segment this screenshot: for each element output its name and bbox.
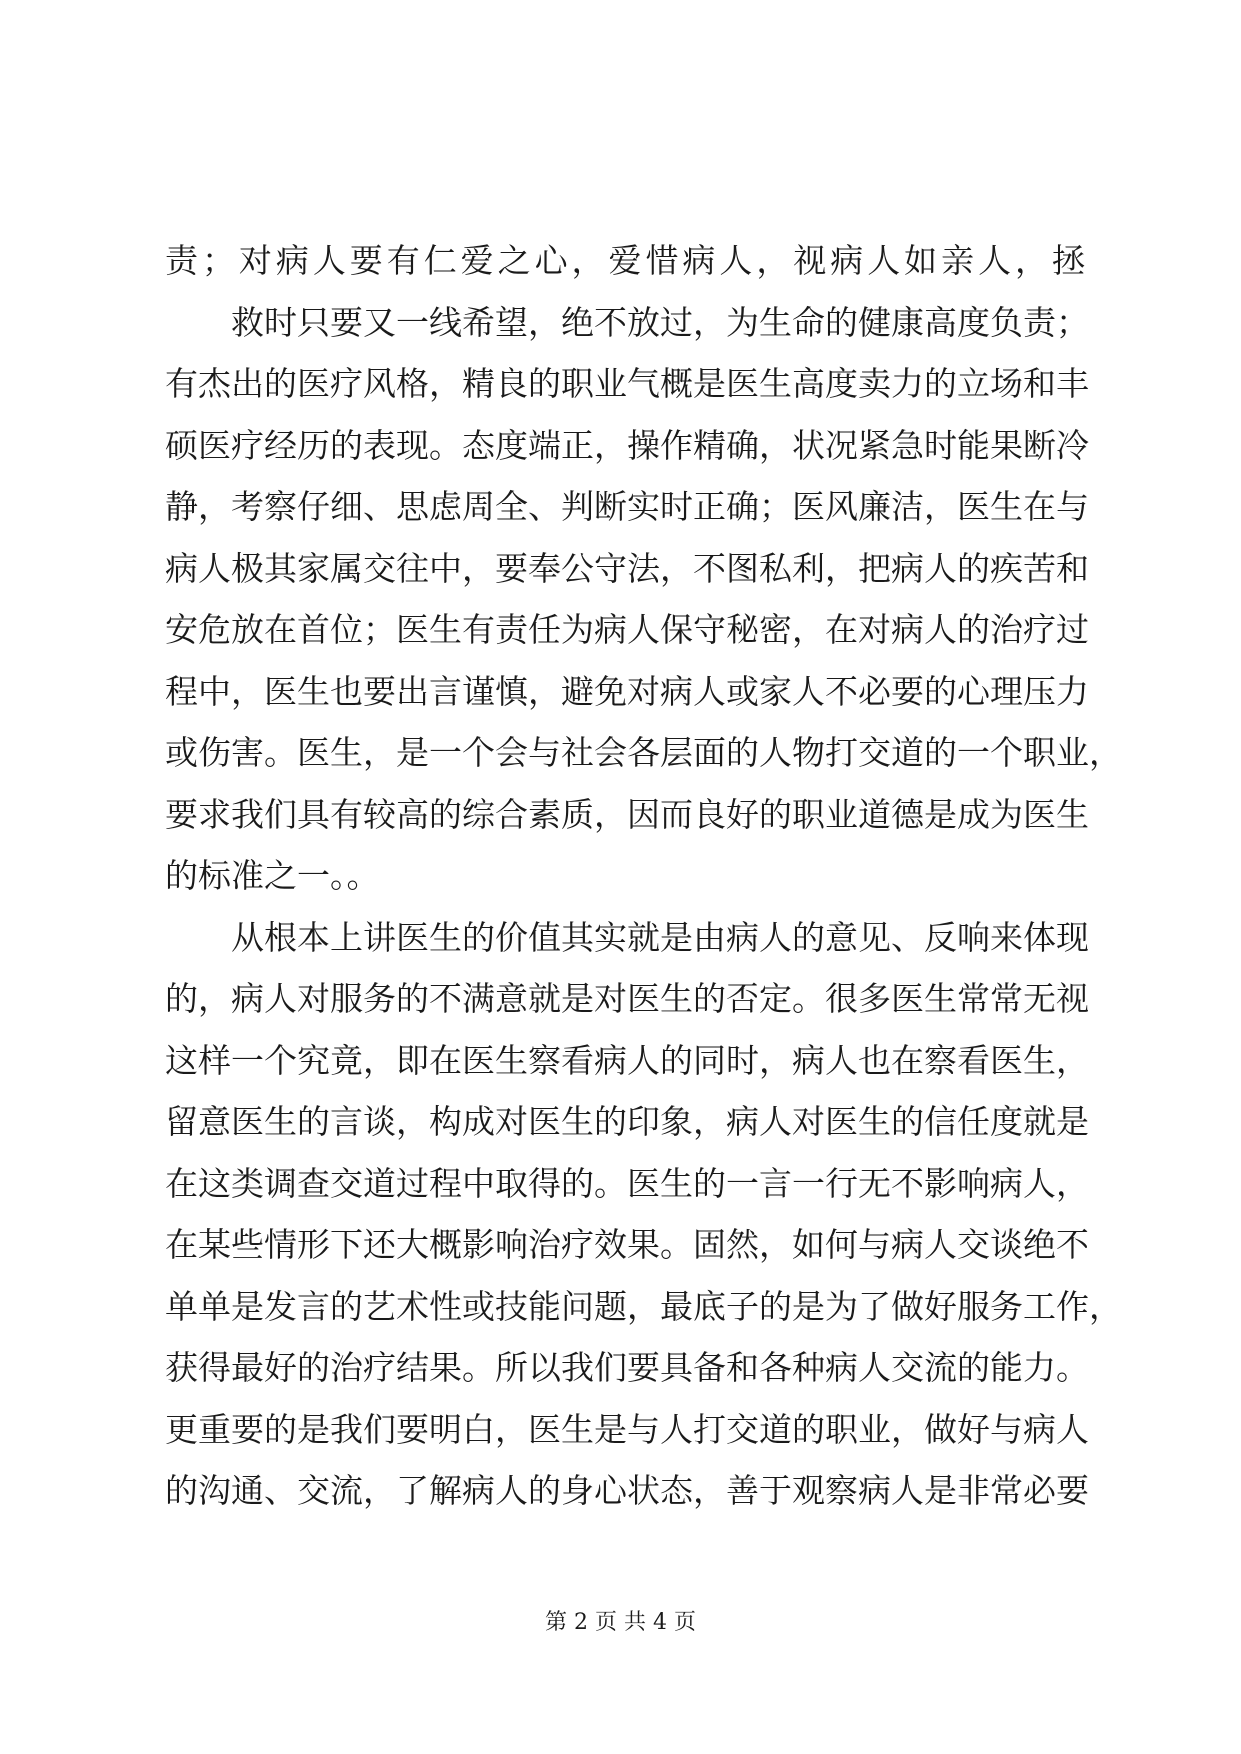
page-footer: 第 2 页 共 4 页 — [545, 1610, 696, 1635]
text-line: 获得最好的治疗结果。所以我们要具备和各种病人交流的能力。 — [165, 1348, 1089, 1387]
text-line: 静，考察仔细、思虑周全、判断实时正确；医风廉洁，医生在与 — [165, 487, 1089, 526]
text-line: 或伤害。医生，是一个会与社会各层面的人物打交道的一个职业， — [165, 733, 1122, 772]
text-line: 更重要的是我们要明白，医生是与人打交道的职业，做好与病人 — [165, 1409, 1089, 1449]
body-text — [165, 230, 1122, 1522]
text-line: 单单是发言的艺术性或技能问题，最底子的是为了做好服务工作， — [165, 1286, 1122, 1326]
text-line: 的沟通、交流，了解病人的身心状态，善于观察病人是非常必要 — [165, 1471, 1089, 1510]
text-line: 硕医疗经历的表现。态度端正，操作精确，状况紧急时能果断冷 — [165, 425, 1089, 465]
text-line: 在这类调查交道过程中取得的。医生的一言一行无不影响病人， — [165, 1163, 1089, 1203]
text-line: 责；对病人要有仁爱之心，爱惜病人，视病人如亲人，拯 — [165, 241, 1085, 280]
text-line: 的标准之一。。 — [165, 856, 380, 895]
text-line: 这样一个究竟，即在医生察看病人的同时，病人也在察看医生， — [165, 1040, 1089, 1080]
text-line: 有杰出的医疗风格，精良的职业气概是医生高度卖力的立场和丰 — [165, 364, 1089, 403]
text-line: 程中，医生也要出言谨慎，避免对病人或家人不必要的心理压力 — [165, 671, 1089, 711]
text-line: 安危放在首位；医生有责任为病人保守秘密，在对病人的治疗过 — [165, 610, 1089, 649]
text-line: 的，病人对服务的不满意就是对医生的否定。很多医生常常无视 — [165, 979, 1089, 1018]
text-line: 在某些情形下还大概影响治疗效果。固然，如何与病人交谈绝不 — [165, 1225, 1089, 1264]
text-line: 要求我们具有较高的综合素质，因而良好的职业道德是成为医生 — [165, 794, 1089, 834]
text-line: 病人极其家属交往中，要奉公守法，不图私利，把病人的疾苦和 — [165, 548, 1089, 588]
text-line: 救时只要又一线希望，绝不放过，为生命的健康高度负责； — [231, 302, 1089, 342]
text-line: 从根本上讲医生的价值其实就是由病人的意见、反响来体现 — [231, 917, 1089, 957]
text-line: 留意医生的言谈，构成对医生的印象，病人对医生的信任度就是 — [165, 1102, 1089, 1141]
